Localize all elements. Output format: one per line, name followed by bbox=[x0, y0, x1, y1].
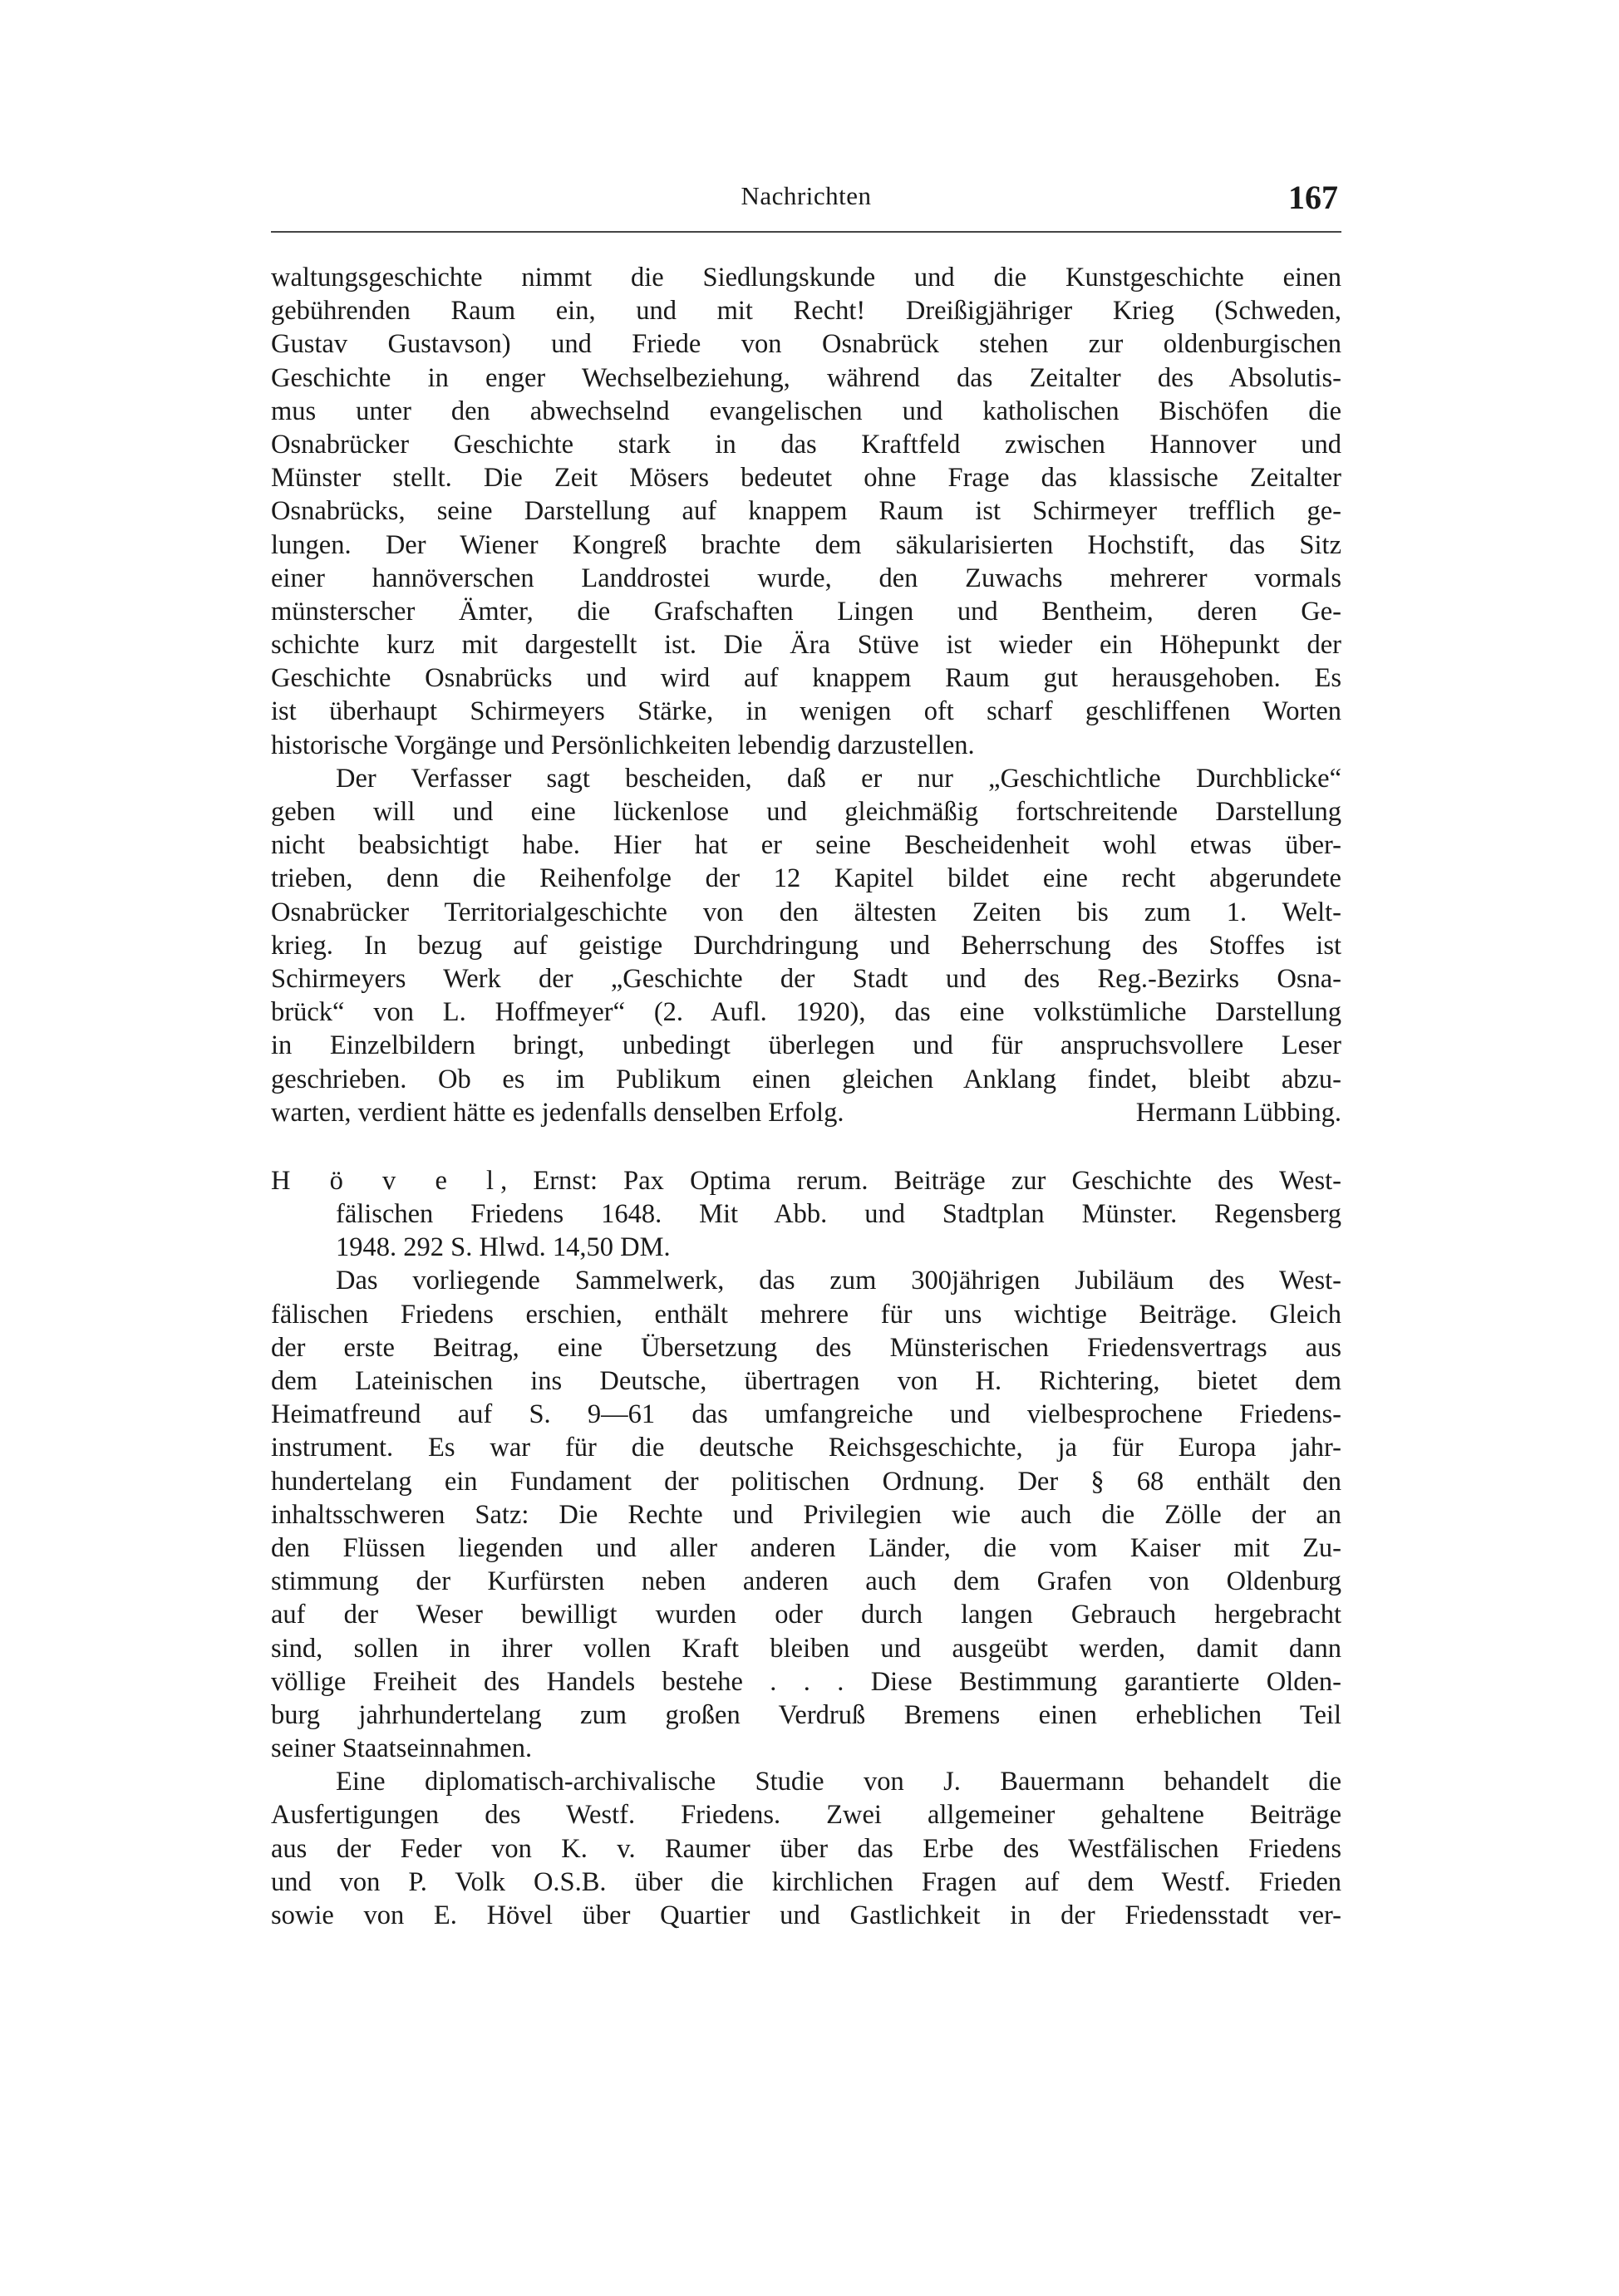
text-line: Das vorliegende Sammelwerk, das zum 300jährigen Jubiläum des West- bbox=[336, 1266, 1341, 1296]
text-line: nicht beabsichtigt habe. Hier hat er seine Bescheidenheit wohl etwas über- bbox=[271, 830, 1341, 861]
text-line: instrument. Es war für die deutsche Reichsgeschichte, ja für Europa jahr- bbox=[271, 1433, 1341, 1463]
text-line: brück“ von L. Hoffmeyer“ (2. Aufl. 1920), das eine volkstümliche Darstellung bbox=[271, 997, 1341, 1028]
review-1 bbox=[271, 261, 1341, 1129]
text-line: Der Verfasser sagt bescheiden, daß er nur „Geschichtliche Durchblicke“ bbox=[336, 763, 1341, 794]
text-line: Schirmeyers Werk der „Geschichte der Stadt und des Reg.-Bezirks Osna- bbox=[271, 963, 1341, 994]
text-line: lungen. Der Wiener Kongreß brachte dem säkularisierten Hochstift, das Sitz bbox=[271, 529, 1341, 560]
citation-author: H ö v e l bbox=[271, 1165, 501, 1196]
text-line: Osnabrücker Geschichte stark in das Kraftfeld zwischen Hannover und bbox=[271, 429, 1341, 460]
text-line: Geschichte in enger Wechselbeziehung, während das Zeitalter des Absolutis- bbox=[271, 362, 1341, 393]
text-line: fälischen Friedens erschien, enthält mehrere für uns wichtige Beiträge. Gleich bbox=[271, 1299, 1341, 1330]
text-line: Heimatfreund auf S. 9—61 das umfangreiche und vielbesprochene Friedens- bbox=[271, 1399, 1341, 1430]
citation-line bbox=[271, 1164, 1341, 1197]
text-line: und von P. Volk O.S.B. über die kirchlichen Fragen auf dem Westf. Frieden bbox=[271, 1866, 1341, 1897]
text-line: geben will und eine lückenlose und gleichmäßig fortschreitende Darstellung bbox=[271, 797, 1341, 827]
text-line: historische Vorgänge und Persönlichkeiten lebendig darzustellen. bbox=[271, 730, 975, 760]
text-line: dem Lateinischen ins Deutsche, übertragen von H. Richtering, bietet dem bbox=[271, 1366, 1341, 1396]
text-line: münsterscher Ämter, die Grafschaften Lingen und Bentheim, deren Ge- bbox=[271, 596, 1341, 627]
text-line: Ausfertigungen des Westf. Friedens. Zwei allgemeiner gehaltene Beiträge bbox=[271, 1800, 1341, 1831]
citation-text: , Ernst: Pax Optima rerum. Beiträge zur Geschichte des West- bbox=[500, 1165, 1341, 1196]
text-line: in Einzelbildern bringt, unbedingt überlegen und für anspruchsvollere Leser bbox=[271, 1030, 1341, 1061]
bibliographic-citation bbox=[271, 1164, 1341, 1265]
signature-line bbox=[271, 1096, 1341, 1129]
text-line: der erste Beitrag, eine Übersetzung des Münsterischen Friedensvertrags aus bbox=[271, 1332, 1341, 1363]
header-rule bbox=[271, 231, 1341, 233]
citation-line: fälischen Friedens 1648. Mit Abb. und Stadtplan Münster. Regensberg bbox=[336, 1199, 1341, 1230]
text-line: Gustav Gustavson) und Friede von Osnabrück stehen zur oldenburgischen bbox=[271, 329, 1341, 360]
text-line: Geschichte Osnabrücks und wird auf knappem Raum gut herausgehoben. Es bbox=[271, 663, 1341, 694]
text-line: Osnabrücks, seine Darstellung auf knappem Raum ist Schirmeyer trefflich ge- bbox=[271, 496, 1341, 527]
text-line: sind, sollen in ihrer vollen Kraft bleiben und ausgeübt werden, damit dann bbox=[271, 1633, 1341, 1664]
running-header bbox=[271, 181, 1341, 228]
text-line: sowie von E. Hövel über Quartier und Gastlichkeit in der Friedensstadt ver- bbox=[271, 1900, 1341, 1930]
review-1-paragraph-1 bbox=[271, 261, 1341, 762]
final-sentence: warten, verdient hätte es jedenfalls denselben Erfolg. bbox=[271, 1097, 844, 1128]
text-line: hundertelang ein Fundament der politischen Ordnung. Der § 68 enthält den bbox=[271, 1466, 1341, 1497]
text-line: stimmung der Kurfürsten neben anderen auch dem Grafen von Oldenburg bbox=[271, 1566, 1341, 1597]
text-line: Osnabrücker Territorialgeschichte von den ältesten Zeiten bis zum 1. Welt- bbox=[271, 897, 1341, 927]
text-line: einer hannöverschen Landdrostei wurde, den Zuwachs mehrerer vormals bbox=[271, 563, 1341, 593]
reviewer-signature: Hermann Lübbing. bbox=[1135, 1097, 1341, 1128]
text-line: völlige Freiheit des Handels bestehe . . . Diese Bestimmung garantierte Olden- bbox=[271, 1666, 1341, 1697]
text-line: Eine diplomatisch-archivalische Studie von J. Bauermann behandelt die bbox=[336, 1767, 1341, 1797]
review-1-paragraph-2 bbox=[271, 762, 1341, 1129]
text-line: gebührenden Raum ein, und mit Recht! Dreißigjähriger Krieg (Schweden, bbox=[271, 296, 1341, 327]
text-line: inhaltsschweren Satz: Die Rechte und Privilegien wie auch die Zölle der an bbox=[271, 1499, 1341, 1530]
review-2 bbox=[271, 1164, 1341, 1932]
text-line: den Flüssen liegenden und aller anderen Länder, die vom Kaiser mit Zu- bbox=[271, 1532, 1341, 1563]
text-line: mus unter den abwechselnd evangelischen und katholischen Bischöfen die bbox=[271, 396, 1341, 426]
text-line: Münster stellt. Die Zeit Mösers bedeutet ohne Frage das klassische Zeitalter bbox=[271, 463, 1341, 494]
citation-line: 1948. 292 S. Hlwd. 14,50 DM. bbox=[336, 1232, 671, 1263]
text-line: schichte kurz mit dargestellt ist. Die Ära Stüve ist wieder ein Höhepunkt der bbox=[271, 630, 1341, 661]
text-line: auf der Weser bewilligt wurden oder durch langen Gebrauch hergebracht bbox=[271, 1600, 1341, 1630]
text-line: ist überhaupt Schirmeyers Stärke, in wenigen oft scharf geschliffenen Worten bbox=[271, 696, 1341, 727]
header-title: Nachrichten bbox=[741, 181, 872, 210]
body-text bbox=[271, 261, 1341, 1932]
text-line: trieben, denn die Reihenfolge der 12 Kapitel bildet eine recht abgerundete bbox=[271, 863, 1341, 894]
page-number: 167 bbox=[1288, 179, 1338, 216]
text-line: aus der Feder von K. v. Raumer über das Erbe des Westfälischen Friedens bbox=[271, 1833, 1341, 1864]
text-line: geschrieben. Ob es im Publikum einen gleichen Anklang findet, bleibt abzu- bbox=[271, 1064, 1341, 1094]
review-2-paragraph-1 bbox=[271, 1264, 1341, 1765]
text-line: krieg. In bezug auf geistige Durchdringung und Beherrschung des Stoffes ist bbox=[271, 930, 1341, 961]
review-2-paragraph-2 bbox=[271, 1765, 1341, 1932]
text-line: burg jahrhundertelang zum großen Verdruß Bremens einen erheblichen Teil bbox=[271, 1699, 1341, 1730]
section-gap bbox=[271, 1129, 1341, 1164]
text-line: seiner Staatseinnahmen. bbox=[271, 1733, 533, 1764]
text-line: waltungsgeschichte nimmt die Siedlungskunde und die Kunstgeschichte einen bbox=[271, 263, 1341, 293]
